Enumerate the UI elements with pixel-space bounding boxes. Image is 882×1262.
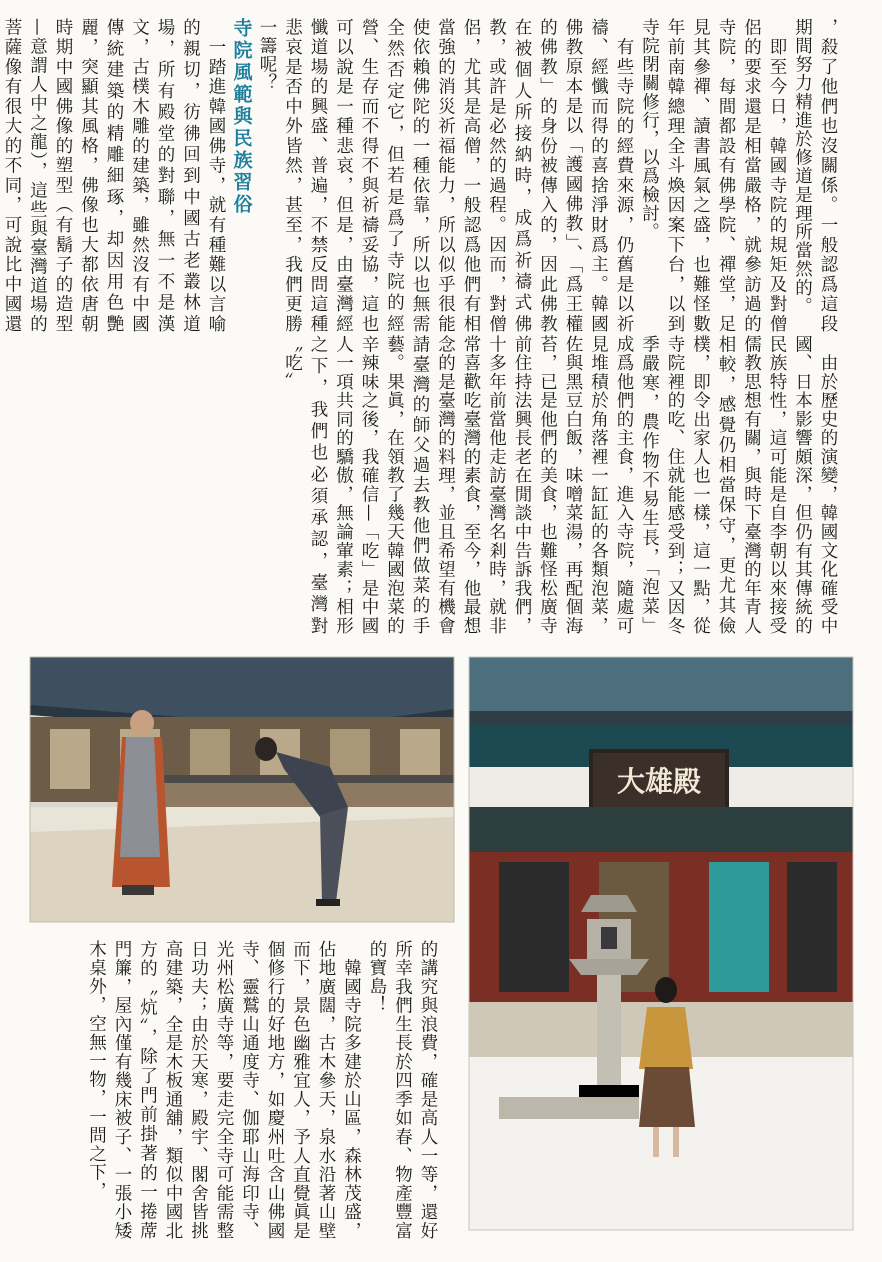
article-paragraphs-3: 由於歷史的演變，韓國文化確受中國、日本影響頗深，但仍有其傳統的民族特性，這可能是自李朝以來接受儒教思想有關，與時下臺灣的年青人相較，感覺仍相當保守，更尤其儉樸，即令出家人也一樣，這一點，從寺院裡的吃、住就能感受到；又因冬季嚴寒，農作物不易生長，「泡菜」成爲他們的主食，進入寺院，隨處可見堆積於角落裡一缸缸的各類泡菜，佐與黑豆白飯，味噌菜湯，再配個海苔，已是他們的美食，也難怪松廣寺前住持法興長老在閒談中告訴我們，十多年前當他走訪臺灣名剎時，就非常喜歡吃臺灣的素食，至今，他最想念的是臺灣的料理，並且希望有機會請臺灣的師父過去教他們做菜的手藝。果眞，在領教了幾天韓國泡菜的辛辣味之後，我確信—「吃」是中國人一項共同的驕傲，無論葷素；相形之下，我們也必須承認，臺灣對〝吃〞 <box>282 335 838 635</box>
article-text-bottom <box>40 940 440 1240</box>
hall-signboard: 大雄殿 <box>616 765 702 798</box>
photo-daeungjeon-hall <box>469 657 853 1230</box>
article-paragraphs-2: 一踏進韓國佛寺，就有種難以言喻的親切，彷彿回到中國古老叢林道場，所有殿堂的對聯，無一不是漢文，古樸木雕的建築，雖然沒有中國傳統建築的精雕細琢，却因用色艷麗，突顯其風格，佛像也大都依唐朝時期中國佛像的塑型（有鬍子的造型—意謂人中之龍），這些與臺灣道場的菩薩像有很大的不同，可說比中國還 <box>2 18 226 333</box>
article-paragraphs-4: 的講究與浪費，確是高人一等，還好所幸我們生長於四季如春、物產豐富的寶島！ 韓國寺院多建於山區，森林茂盛，佔地廣闊，古木參天，泉水沿著山壁而下，景色幽雅宜人，予人直覺眞是個修行的好地方，如慶州吐含山佛國寺、靈鷲山通度寺、伽耶山海印寺、光州松廣寺等，要走完全寺可能需整日功夫；由於天寒，殿宇、閣舍皆挑高建築，全是木板通舖，類似中國北方的〝炕〞，除了門前掛著的一捲蓆門簾，屋內僅有幾床被子、一張小矮木桌外，空無一物，一問之下， <box>86 940 438 1240</box>
photo-monk-greeting <box>30 657 454 922</box>
article-paragraphs-1: ，殺了他們也沒關係。一般認爲這段期間努力精進於修道是理所當然的。 即至今日，韓國寺院的規矩及對僧侶的要求還是相當嚴格，就參訪過的寺院，每間都設有佛學院、禪堂，足見其參禪、讀書風氣之盛，也難怪數年前南韓總理全斗煥因案下台，以到寺院閉關修行，以爲檢討。 有些寺院的經費來源，仍舊是以祈禱、經懺而得的喜捨淨財爲主。韓國佛教原本是以「護國佛教」、「爲王權的佛教」的身份被傳入的，因此佛教在被個人所接納時，成爲祈禱式佛教，或許是必然的過程。因而，對僧侶，尤其是高僧，一般認爲他們有相當強的消災祈福能力，所以似乎很能使依賴佛陀的一種依靠，所以也無需全然否定它，但若是爲了寺院的經營、生存而不得不與祈禱妥協，這也可以說是一種悲哀，但是，由臺灣經懺道場的興盛、普遍，不禁反問這種悲哀是否中外皆然，甚至，我們更勝一籌呢？ <box>257 18 838 333</box>
article-text-middle <box>40 335 840 635</box>
section-heading: 寺院風範與民族習俗 <box>230 18 253 216</box>
article-text-top <box>2 18 840 333</box>
